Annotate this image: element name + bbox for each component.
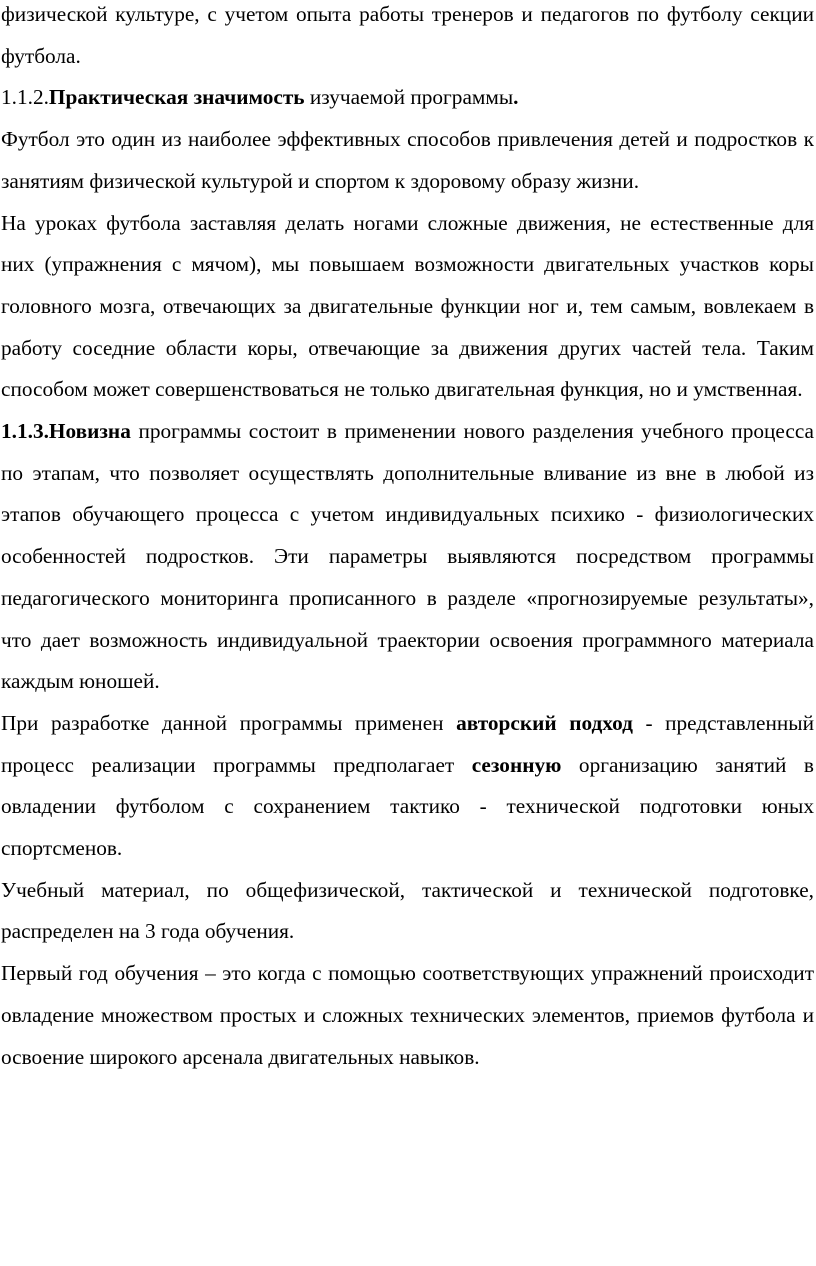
paragraph-text: изучаемой программы — [304, 85, 514, 110]
paragraph-text: На уроках футбола заставляя делать ногами сложные движения, не естественные для них (упражнения с мячом), мы повышаем возможности двигательных участков коры головного мозга, отвечающих за двигательные функции ног и, тем самым, вовлекаем в работу соседние области коры, отвечающие за движения других частей тела. Таким способом может совершенствоваться не только двигательная функция, но и умственная. — [1, 210, 814, 402]
heading-period: . — [513, 85, 519, 110]
emphasis-author-approach: авторский подход — [456, 710, 633, 735]
paragraph-first-year — [1, 953, 814, 1078]
paragraph-text: Футбол это один из наиболее эффективных способов привлечения детей и подростков к занятиям физической культурой и спортом к здоровому образу жизни. — [1, 127, 814, 193]
paragraph-text: физической культуре, с учетом опыта работы тренеров и педагогов по футболу секции футбола. — [1, 2, 814, 68]
paragraph-text: Учебный материал, по общефизической, тактической и технической подготовке, распределен на 3 года обучения. — [1, 877, 814, 944]
paragraph-text: организацию занятий в овладении футболом с сохранением тактико - технической подготовки юных спортсменов. — [1, 752, 814, 861]
section-heading: Практическая значимость — [48, 85, 305, 110]
paragraph-text: программы состоит в применении нового разделения учебного процесса по этапам, что позволяет осуществлять дополнительные вливание из вне в любой из этапов обучающего процесса с учетом индивидуальных психико - физиологических особенностей подростков. Эти параметры выявляются посредством программы педагогического мониторинга прописанного в разделе «прогнозируемые результаты», что дает возможность индивидуальной траектории освоения программного материала каждым юношей. — [1, 419, 814, 694]
paragraph-author-approach — [1, 703, 814, 870]
emphasis-seasonal: сезонную — [471, 752, 562, 777]
paragraph-lessons — [1, 203, 814, 412]
section-heading: 1.1.3.Новизна — [1, 419, 131, 444]
paragraph-text: При разработке данной программы применен — [1, 710, 457, 735]
paragraph-text: Первый год обучения – это когда с помощью соответствующих упражнений происходит овладение множеством простых и сложных технических элементов, приемов футбола и освоение широкого арсенала двигательных навыков. — [1, 961, 814, 1069]
paragraph-novelty — [1, 411, 814, 703]
paragraph-football-benefits — [1, 119, 814, 202]
paragraph-study-material — [1, 870, 814, 953]
paragraph-practical-significance — [1, 77, 814, 119]
paragraph-text: - представленный процесс реализации программы предполагает — [1, 710, 815, 777]
paragraph-continuation — [1, 0, 814, 77]
section-number: 1.1.2. — [1, 85, 49, 110]
